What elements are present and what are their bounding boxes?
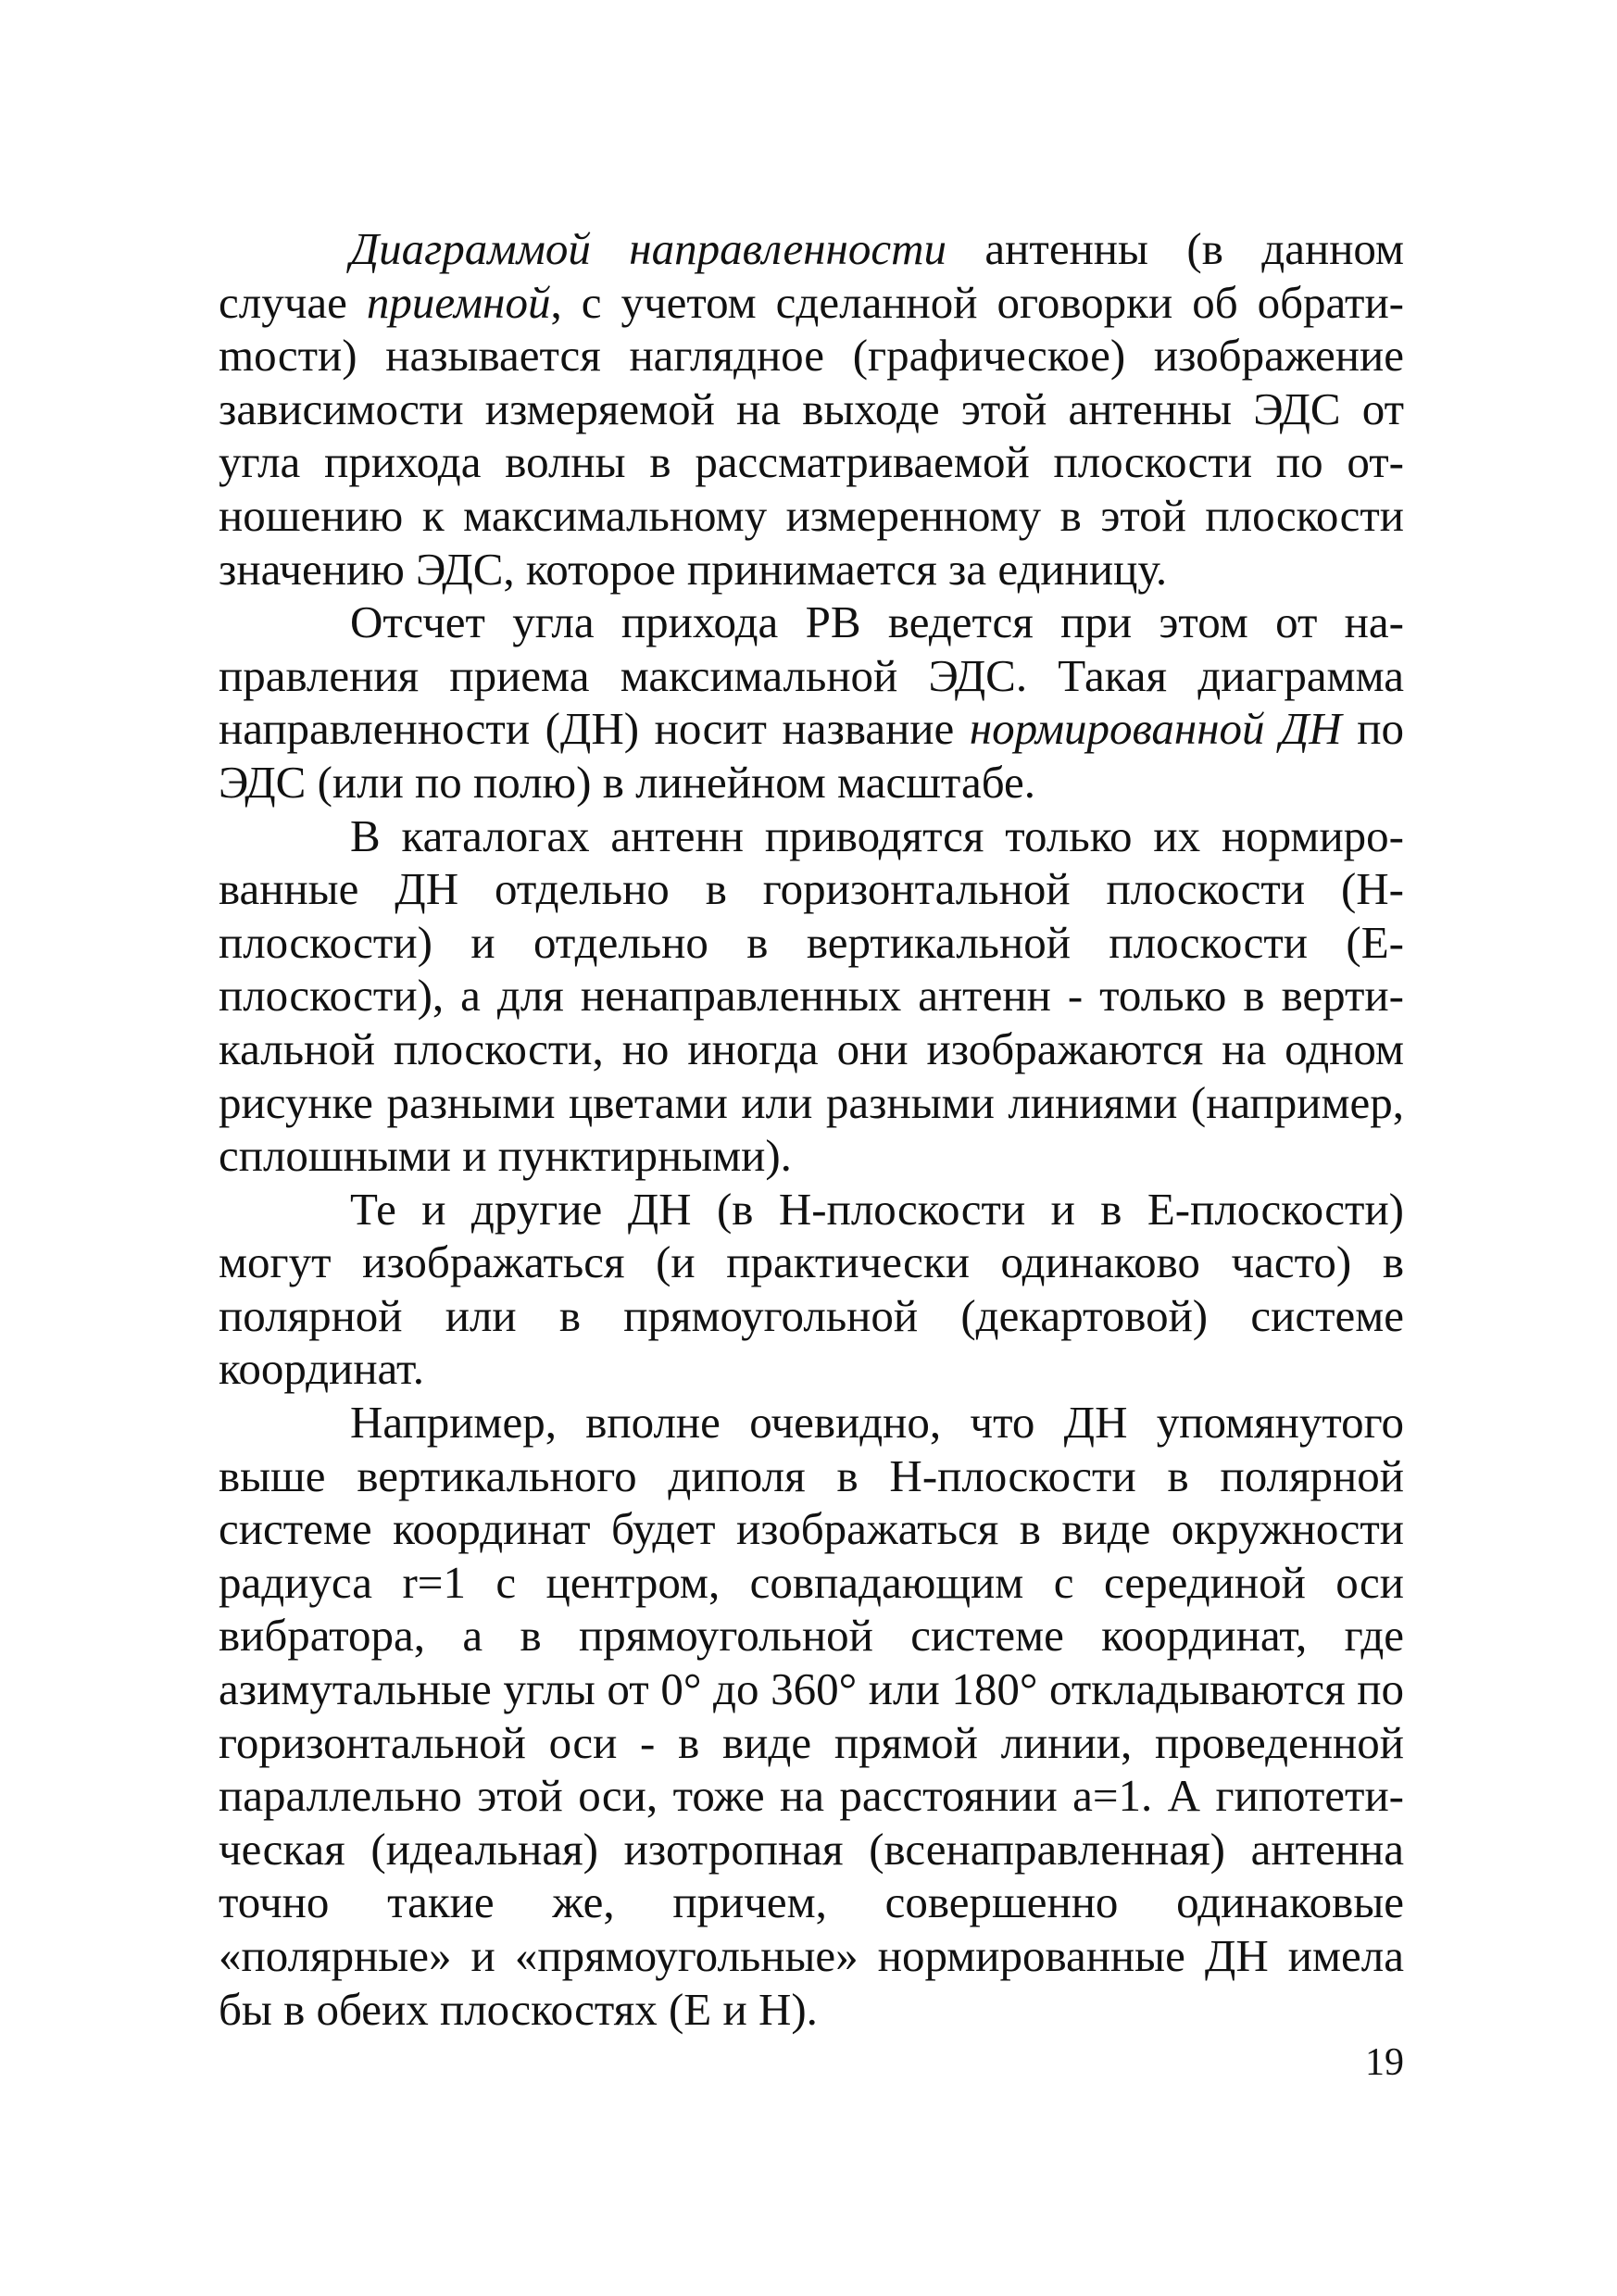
paragraph-1: [219, 222, 1404, 596]
paragraph-text: Те и другие ДН (в Н-плоскости и в Е-плоскости) могут изображаться (и практически одинаково часто) в полярной или в прямоугольной (декартовой) системе координат.: [219, 1183, 1404, 1395]
paragraph-text: В каталогах антенн приводятся только их нормированные ДН отдельно в горизонтальной плоскости (Н-плоскости) и отдельно в вертикальной плоскости (Е-плоскости), а для ненаправленных антенн - только в вертикальной плоскости, но иногда они изображаются на одном рисунке разными цветами или разными линиями (например, сплошными и пунктирными).: [219, 809, 1404, 1182]
paragraph-4: [219, 1183, 1404, 1396]
paragraph-text: по ЭДС (или по полю) в линейном масштабе.: [219, 703, 1404, 808]
term-normalized-dn: нормированной ДН: [969, 703, 1342, 755]
paragraph-text: антенны (в данном случае: [219, 223, 1405, 328]
paragraph-text: Например, вполне очевидно, что ДН упомянутого выше вертикального диполя в Н-плоскости в полярной системе координат будет изображаться в виде окружности радиуса r=1 с центром, совпадающим с серединой оси вибратора, а в прямоугольной системе координат, где азимутальные углы от 0° до 360° или 180° откладываются по горизонтальной оси - в виде прямой линии, проведенной параллельно этой оси, тоже на расстоянии а=1. А гипотетическая (идеальная) изотропная (всенаправленная) антенна точно такие же, причем, совершенно одинаковые «полярные» и «прямоугольные» нормированные ДН имела бы в обеих плоскостях (Е и Н).: [219, 1397, 1404, 2035]
paragraph-text: Отсчет угла прихода РВ ведется при этом от направления приема максимальной ЭДС. Такая диаграмма направленности (ДН) носит название: [219, 596, 1404, 755]
page-body: [219, 222, 1404, 2036]
term-receiving: приемной: [366, 276, 551, 328]
paragraph-text: , с учетом сделанной оговорки об обратиmости) называется наглядное (графическое) изображение зависимости измеряемой на выходе этой антенны ЭДС от угла прихода волны в рассматриваемой плоскости по отношению к максимальному измеренному в этой плоскости значению ЭДС, которое принимается за единицу.: [219, 276, 1404, 595]
term-directional-diagram: Диаграммой направленности: [350, 223, 946, 274]
paragraph-2: [219, 596, 1404, 809]
paragraph-3: [219, 809, 1404, 1183]
page-number: 19: [1365, 2041, 1404, 2084]
paragraph-5: [219, 1396, 1404, 2036]
